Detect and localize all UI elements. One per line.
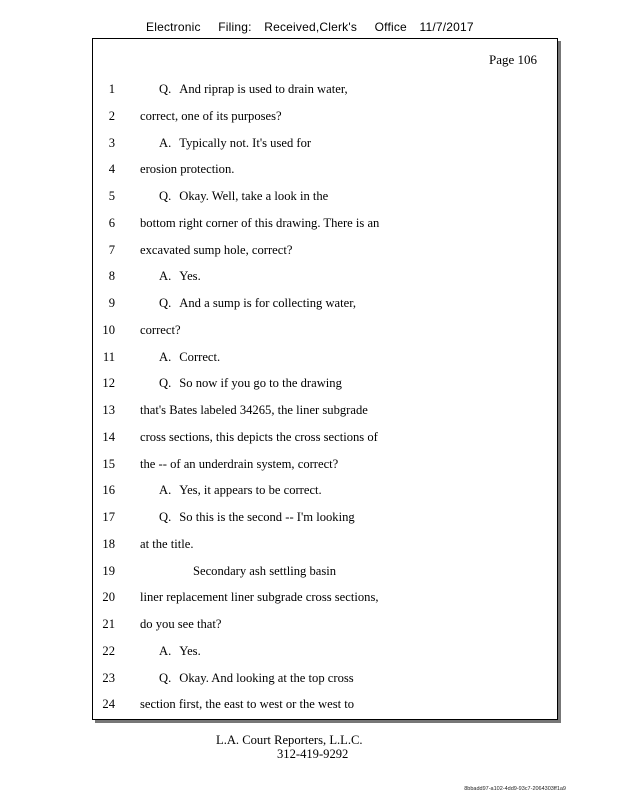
speaker-label: Q. [159, 670, 172, 685]
transcript-line [93, 108, 557, 135]
line-number: 3 [108, 135, 115, 150]
line-text [140, 242, 292, 258]
line-text [159, 295, 356, 311]
speaker-label: Q. [159, 189, 172, 203]
testimony-text: at the title. [140, 536, 194, 551]
line-number: 11 [102, 349, 115, 364]
line-text [159, 81, 348, 97]
testimony-text: do you see that? [140, 617, 222, 631]
testimony-text: Yes, it appears to be correct. [179, 483, 322, 498]
line-number: 1 [108, 82, 115, 96]
line-number: 22 [102, 643, 115, 658]
testimony-text: So now if you go to the drawing [179, 376, 342, 391]
transcript-line [93, 295, 557, 322]
line-number: 20 [102, 590, 115, 605]
testimony-text: correct, one of its purposes? [140, 108, 282, 123]
speaker-label: Q. [159, 510, 172, 524]
transcript-line [93, 536, 557, 563]
line-number: 18 [102, 536, 115, 551]
speaker-label: Q. [159, 296, 172, 310]
line-text [159, 375, 342, 391]
transcript-line [93, 135, 557, 162]
filing-label: Filing: [218, 20, 252, 34]
line-text [140, 696, 354, 712]
line-text [159, 188, 328, 204]
line-number: 13 [102, 403, 115, 417]
line-number: 17 [102, 510, 115, 524]
line-text [159, 482, 322, 498]
line-text [193, 563, 336, 579]
testimony-text: Yes. [179, 269, 201, 284]
line-number: 23 [102, 670, 115, 685]
transcript-line [93, 268, 557, 295]
line-text [140, 402, 368, 418]
line-text [140, 456, 338, 472]
speaker-label: Q. [159, 376, 172, 391]
line-number: 7 [108, 242, 115, 257]
transcript-line [93, 375, 557, 402]
line-text [159, 268, 201, 284]
speaker-label: A. [159, 349, 172, 364]
filing-date: 11/7/2017 [419, 20, 474, 34]
line-number: 15 [102, 456, 115, 471]
transcript-line [93, 349, 557, 376]
line-number: 12 [102, 376, 115, 391]
line-text [140, 322, 181, 338]
transcript-line [93, 322, 557, 349]
transcript-page [92, 38, 558, 720]
transcript-line [93, 242, 557, 269]
testimony-text: And a sump is for collecting water, [179, 296, 357, 310]
testimony-text: Correct. [179, 349, 221, 364]
filing-stamp-header [146, 20, 474, 34]
speaker-label: A. [159, 643, 172, 658]
testimony-text: Okay. Well, take a look in the [179, 189, 329, 203]
line-number: 5 [108, 189, 115, 203]
testimony-text: bottom right corner of this drawing. There is an [140, 215, 380, 230]
transcript-lines [93, 81, 557, 723]
line-text [140, 429, 378, 445]
transcript-line [93, 616, 557, 643]
testimony-text: section first, the east to west or the west to [140, 697, 355, 712]
document-id: 8bbadd97-a102-4dd9-93c7-2064303ff1a9 [464, 786, 566, 792]
court-reporter-phone: 312-419-9292 [277, 747, 349, 761]
line-text [140, 161, 234, 177]
line-text [140, 215, 379, 231]
line-text [140, 108, 282, 124]
page-number: Page 106 [488, 52, 537, 67]
testimony-text: liner replacement liner subgrade cross sections, [140, 590, 379, 605]
line-text [159, 509, 355, 525]
speaker-label: Q. [159, 82, 172, 96]
line-text [140, 589, 379, 605]
line-text [140, 616, 221, 632]
line-number: 6 [108, 215, 115, 230]
line-text [159, 643, 201, 659]
testimony-text: Typically not. It's used for [179, 135, 312, 150]
transcript-line [93, 509, 557, 536]
line-number: 14 [102, 429, 115, 444]
testimony-text: And riprap is used to drain water, [179, 82, 348, 96]
line-text [159, 349, 220, 365]
line-number: 24 [102, 697, 115, 712]
transcript-line [93, 482, 557, 509]
testimony-text: Yes. [179, 643, 201, 658]
testimony-text: Secondary ash settling basin [193, 563, 337, 578]
speaker-label: A. [159, 269, 172, 284]
line-number: 2 [108, 108, 115, 123]
line-number: 4 [108, 162, 115, 177]
transcript-line [93, 161, 557, 188]
transcript-line [93, 188, 557, 215]
court-reporter-name: L.A. Court Reporters, L.L.C. [216, 733, 363, 747]
filing-electronic: Electronic [146, 20, 201, 34]
testimony-text: cross sections, this depicts the cross sections of [140, 429, 378, 444]
speaker-label: A. [159, 483, 172, 498]
testimony-text: erosion protection. [140, 162, 235, 177]
line-number: 21 [102, 617, 115, 631]
filing-received: Received,Clerk's [264, 20, 358, 34]
transcript-line [93, 215, 557, 242]
testimony-text: that's Bates labeled 34265, the liner subgrade [140, 403, 368, 417]
line-number: 9 [108, 296, 115, 310]
transcript-line [93, 429, 557, 456]
testimony-text: Okay. And looking at the top cross [179, 670, 354, 685]
testimony-text: correct? [140, 322, 181, 337]
transcript-line [93, 456, 557, 483]
line-text [140, 536, 194, 552]
transcript-line [93, 643, 557, 670]
transcript-line [93, 402, 557, 429]
transcript-line [93, 563, 557, 590]
testimony-text: excavated sump hole, correct? [140, 242, 293, 257]
line-number: 19 [102, 563, 115, 578]
testimony-text: So this is the second -- I'm looking [179, 510, 355, 524]
line-number: 8 [108, 269, 115, 284]
filing-office: Office [374, 20, 407, 34]
transcript-line [93, 670, 557, 697]
speaker-label: A. [159, 135, 172, 150]
line-number: 16 [102, 483, 115, 498]
transcript-line [93, 81, 557, 108]
line-text [159, 135, 311, 151]
transcript-line [93, 589, 557, 616]
testimony-text: the -- of an underdrain system, correct? [140, 456, 339, 471]
line-text [159, 670, 354, 686]
transcript-line [93, 696, 557, 723]
line-number: 10 [102, 322, 115, 337]
